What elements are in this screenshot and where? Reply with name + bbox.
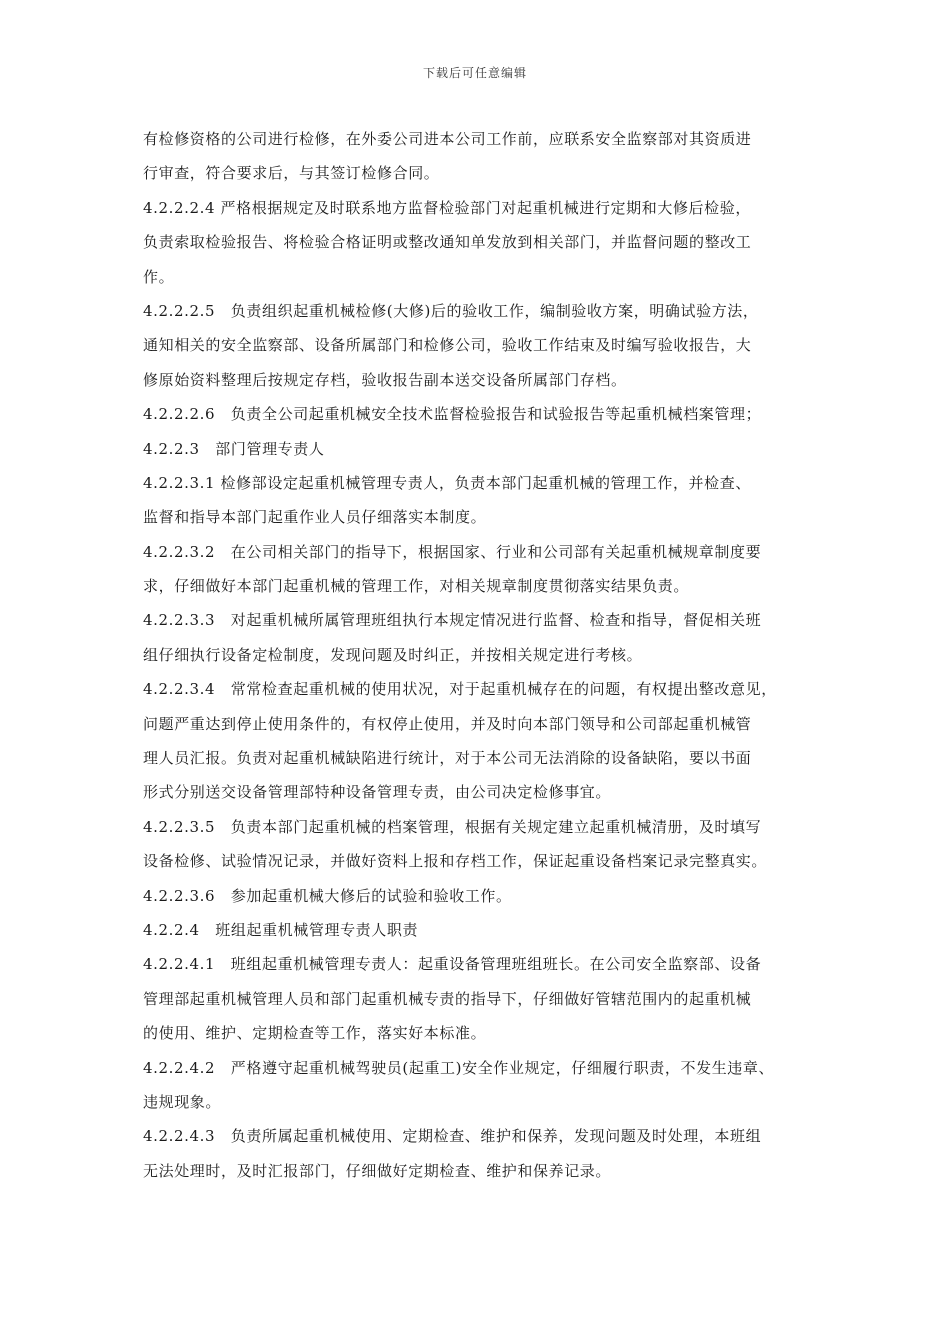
page-header: 下载后可任意编辑 — [422, 66, 527, 80]
text-line: 4.2.2.4.3 负责所属起重机械使用、定期检查、维护和保养，发现问题及时处理，本班组 — [143, 1127, 762, 1146]
text-line: 4.2.2.3.3 对起重机械所属管理班组执行本规定情况进行监督、检查和指导，督促相关班 — [143, 611, 762, 630]
text-line: 的使用、维护、定期检查等工作，落实好本标准。 — [143, 1024, 487, 1043]
text-line: 组仔细执行设备定检制度，发现问题及时纠正，并按相关规定进行考核。 — [143, 645, 643, 664]
text-line: 4.2.2.3.1 检修部设定起重机械管理专责人，负责本部门起重机械的管理工作，并检查、 — [143, 473, 751, 492]
text-line: 4.2.2.2.6 负责全公司起重机械安全技术监督检验报告和试验报告等起重机械档案管理； — [143, 405, 762, 424]
text-line: 问题严重达到停止使用条件的，有权停止使用，并及时向本部门领导和公司部起重机械管 — [143, 714, 752, 733]
text-line: 作。 — [143, 267, 175, 286]
text-line: 4.2.2.2.5 负责组织起重机械检修(大修)后的验收工作，编制验收方案，明确试验方法， — [143, 301, 759, 320]
text-line: 4.2.2.4.2 严格遵守起重机械驾驶员(起重工)安全作业规定，仔细履行职责，不发生违章、 — [143, 1058, 775, 1077]
text-line: 无法处理时，及时汇报部门，仔细做好定期检查、维护和保养记录。 — [143, 1161, 612, 1180]
text-line: 通知相关的安全监察部、设备所属部门和检修公司，验收工作结束及时编写验收报告，大 — [143, 336, 752, 355]
text-line: 形式分别送交设备管理部特种设备管理专责，由公司决定检修事宜。 — [143, 783, 612, 802]
text-line: 4.2.2.3 部门管理专责人 — [143, 439, 325, 458]
text-line: 违规现象。 — [143, 1092, 222, 1111]
text-line: 4.2.2.3.4 常常检查起重机械的使用状况，对于起重机械存在的问题，有权提出整改意见， — [143, 680, 777, 699]
document-body — [143, 122, 823, 1188]
text-line: 监督和指导本部门起重作业人员仔细落实本制度。 — [143, 508, 487, 527]
text-line: 4.2.2.4 班组起重机械管理专责人职责 — [143, 920, 419, 939]
text-line: 4.2.2.3.2 在公司相关部门的指导下，根据国家、行业和公司部有关起重机械规章制度要 — [143, 542, 762, 561]
text-line: 4.2.2.3.5 负责本部门起重机械的档案管理，根据有关规定建立起重机械清册，及时填写 — [143, 817, 762, 836]
text-line: 负责索取检验报告、将检验合格证明或整改通知单发放到相关部门，并监督问题的整改工 — [143, 233, 752, 252]
text-line: 设备检修、试验情况记录，并做好资料上报和存档工作，保证起重设备档案记录完整真实。 — [143, 852, 768, 871]
text-line: 4.2.2.2.4 严格根据规定及时联系地方监督检验部门对起重机械进行定期和大修后检验， — [143, 198, 751, 217]
text-line: 4.2.2.3.6 参加起重机械大修后的试验和验收工作。 — [143, 886, 512, 905]
text-line: 理人员汇报。负责对起重机械缺陷进行统计，对于本公司无法消除的设备缺陷，要以书面 — [143, 749, 752, 768]
text-line: 修原始资料整理后按规定存档，验收报告副本送交设备所属部门存档。 — [143, 370, 627, 389]
text-line: 4.2.2.4.1 班组起重机械管理专责人：起重设备管理班组班长。在公司安全监察部、设备 — [143, 955, 762, 974]
text-line: 有检修资格的公司进行检修，在外委公司进本公司工作前，应联系安全监察部对其资质进 — [143, 130, 752, 148]
text-line: 求，仔细做好本部门起重机械的管理工作，对相关规章制度贯彻落实结果负责。 — [143, 577, 690, 596]
text-line: 管理部起重机械管理人员和部门起重机械专责的指导下，仔细做好管辖范围内的起重机械 — [143, 989, 752, 1008]
text-line: 行审查，符合要求后，与其签订检修合同。 — [143, 164, 440, 183]
